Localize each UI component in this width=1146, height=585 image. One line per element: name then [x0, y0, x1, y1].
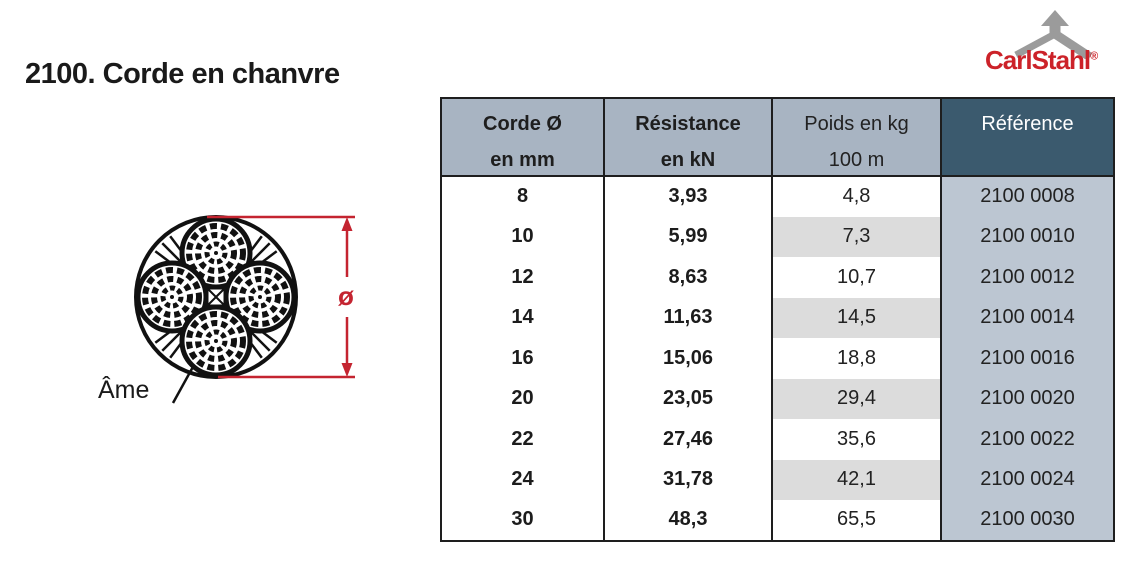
diameter-symbol: ø [338, 281, 354, 311]
diameter-value: 10 [441, 217, 604, 258]
reference-value: 2100 0014 [941, 298, 1114, 339]
brand-name: CarlStahl [985, 45, 1091, 75]
resistance-value: 15,06 [604, 338, 772, 379]
spec-table [440, 97, 1115, 542]
weight-value: 18,8 [772, 338, 941, 379]
table-row [441, 257, 1114, 298]
rope-cross-section-diagram [88, 195, 368, 415]
weight-value: 4,8 [772, 176, 941, 217]
page-title: 2100. Corde en chanvre [25, 58, 340, 90]
diameter-value: 24 [441, 460, 604, 501]
reference-value: 2100 0024 [941, 460, 1114, 501]
diameter-value: 8 [441, 176, 604, 217]
resistance-value: 3,93 [604, 176, 772, 217]
reference-value: 2100 0010 [941, 217, 1114, 258]
table-row [441, 176, 1114, 217]
col-header-resistance: Résistance en kN [604, 98, 772, 176]
table-row [441, 298, 1114, 339]
diameter-value: 22 [441, 419, 604, 460]
col-header-reference: Référence [941, 98, 1114, 176]
weight-value: 14,5 [772, 298, 941, 339]
col-header-weight: Poids en kg 100 m [772, 98, 941, 176]
table-row [441, 338, 1114, 379]
core-square [207, 288, 225, 306]
reference-value: 2100 0008 [941, 176, 1114, 217]
reference-value: 2100 0012 [941, 257, 1114, 298]
weight-value: 29,4 [772, 379, 941, 420]
weight-value: 65,5 [772, 500, 941, 541]
registered-mark: ® [1090, 50, 1099, 63]
weight-value: 7,3 [772, 217, 941, 258]
diameter-value: 20 [441, 379, 604, 420]
weight-value: 42,1 [772, 460, 941, 501]
resistance-value: 8,63 [604, 257, 772, 298]
core-label: Âme [98, 376, 150, 404]
weight-value: 35,6 [772, 419, 941, 460]
reference-value: 2100 0020 [941, 379, 1114, 420]
reference-value: 2100 0016 [941, 338, 1114, 379]
diameter-value: 12 [441, 257, 604, 298]
table-row [441, 379, 1114, 420]
table-row [441, 217, 1114, 258]
diameter-value: 30 [441, 500, 604, 541]
header-row [441, 98, 1114, 176]
resistance-value: 23,05 [604, 379, 772, 420]
resistance-value: 31,78 [604, 460, 772, 501]
table-row [441, 419, 1114, 460]
reference-value: 2100 0030 [941, 500, 1114, 541]
resistance-value: 27,46 [604, 419, 772, 460]
weight-value: 10,7 [772, 257, 941, 298]
col-header-diameter: Corde Ø en mm [441, 98, 604, 176]
resistance-value: 5,99 [604, 217, 772, 258]
carlstahl-logo [985, 45, 1098, 76]
resistance-value: 48,3 [604, 500, 772, 541]
reference-value: 2100 0022 [941, 419, 1114, 460]
diameter-value: 16 [441, 338, 604, 379]
table-row [441, 460, 1114, 501]
diameter-value: 14 [441, 298, 604, 339]
resistance-value: 11,63 [604, 298, 772, 339]
table-row [441, 500, 1114, 541]
